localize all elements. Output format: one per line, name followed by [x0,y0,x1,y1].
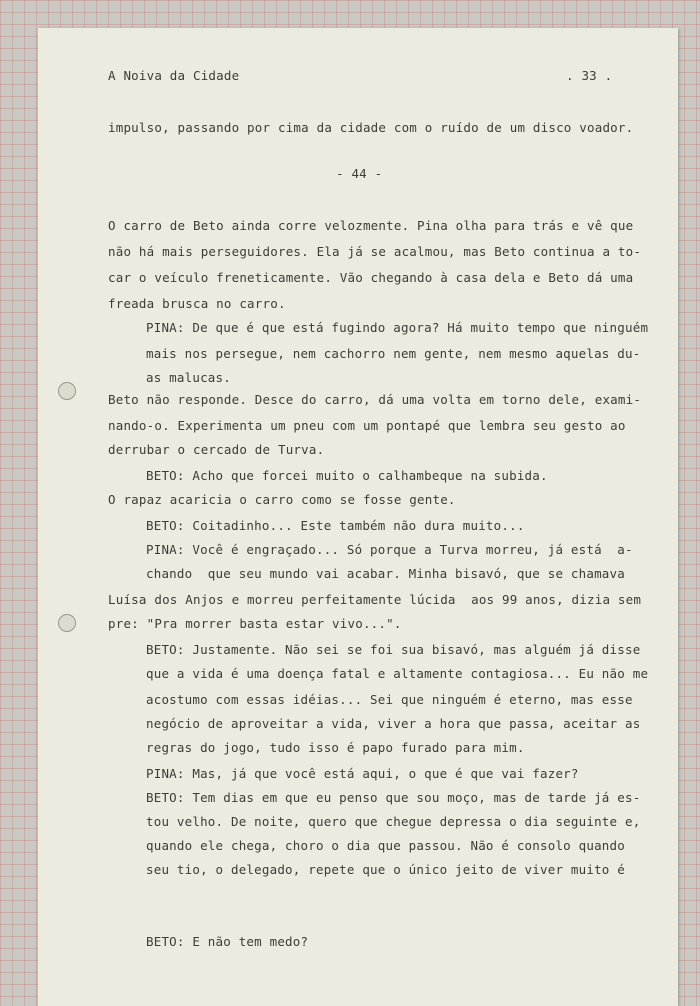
dialogue-line: quando ele chega, choro o dia que passou. Não é consolo quando [146,838,625,853]
dialogue-line: BETO: Justamente. Não sei se foi sua bisavó, mas alguém já disse [146,642,641,657]
running-title: A Noiva da Cidade [108,68,240,83]
dialogue-line: PINA: Mas, já que você está aqui, o que é que vai fazer? [146,766,579,781]
text-line: derrubar o cercado de Turva. [108,442,325,457]
dialogue-line: regras do jogo, tudo isso é papo furado para mim. [146,740,525,755]
punch-hole-top [58,382,76,400]
text-line: impulso, passando por cima da cidade com o ruído de um disco voador. [108,120,634,135]
punch-hole-bottom [58,614,76,632]
dialogue-line: BETO: Tem dias em que eu penso que sou moço, mas de tarde já es- [146,790,641,805]
dialogue-line: PINA: Você é engraçado... Só porque a Turva morreu, já está a- [146,542,633,557]
dialogue-line: tou velho. De noite, quero que chegue depressa o dia seguinte e, [146,814,641,829]
dialogue-line: chando que seu mundo vai acabar. Minha bisavó, que se chamava [146,566,625,581]
dialogue-line: BETO: E não tem medo? [146,934,309,949]
text-line: Luísa dos Anjos e morreu perfeitamente lúcida aos 99 anos, dizia sem [108,592,642,607]
dialogue-line: negócio de aproveitar a vida, viver a hora que passa, aceitar as [146,716,641,731]
text-line: nando-o. Experimenta um pneu com um pontapé que lembra seu gesto ao [108,418,626,433]
page-number: . 33 . [566,68,613,83]
dialogue-line: PINA: De que é que está fugindo agora? Há muito tempo que ninguém [146,320,649,335]
dialogue-line: as malucas. [146,370,231,385]
text-line: Beto não responde. Desce do carro, dá uma volta em torno dele, exami- [108,392,642,407]
text-line: não há mais perseguidores. Ela já se acalmou, mas Beto continua a to- [108,244,642,259]
dialogue-line: seu tio, o delegado, repete que o único jeito de viver muito é [146,862,625,877]
text-line: car o veículo freneticamente. Vão chegando à casa dela e Beto dá uma [108,270,634,285]
text-line: O rapaz acaricia o carro como se fosse gente. [108,492,456,507]
dialogue-line: BETO: Coitadinho... Este também não dura muito... [146,518,525,533]
scene-number: - 44 - [336,166,383,181]
dialogue-line: acostumo com essas idéias... Sei que ninguém é eterno, mas esse [146,692,633,707]
typewritten-page [38,28,678,1006]
text-line: freada brusca no carro. [108,296,286,311]
dialogue-line: BETO: Acho que forcei muito o calhambeque na subida. [146,468,548,483]
dialogue-line: mais nos persegue, nem cachorro nem gente, nem mesmo aquelas du- [146,346,641,361]
text-line: pre: "Pra morrer basta estar vivo...". [108,616,402,631]
text-line: O carro de Beto ainda corre velozmente. Pina olha para trás e vê que [108,218,634,233]
dialogue-line: que a vida é uma doença fatal e altamente contagiosa... Eu não me [146,666,649,681]
